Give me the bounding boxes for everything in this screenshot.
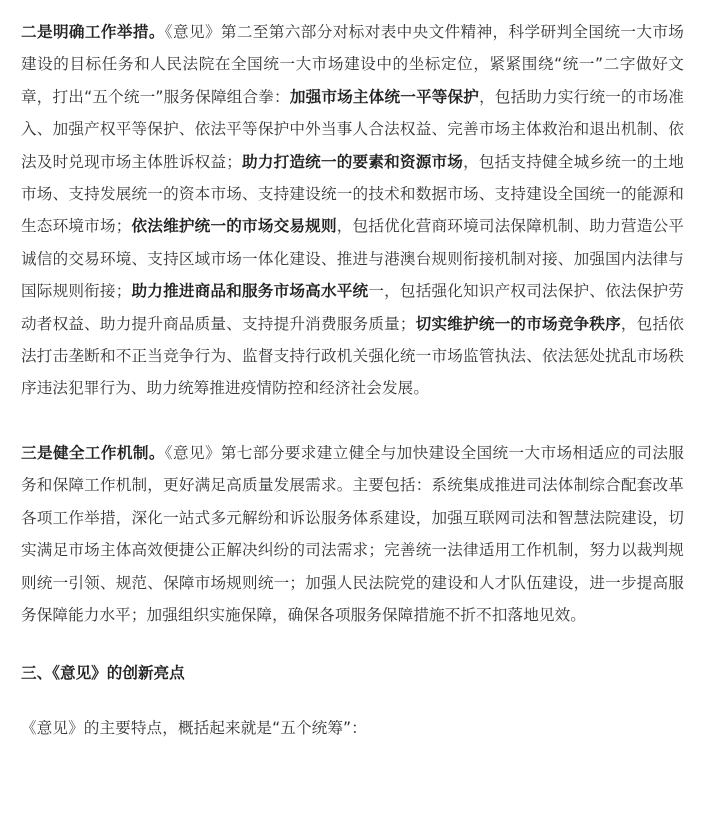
paragraph-intro: 《意见》的主要特点，概括起来就是“五个统筹”： [21,719,367,738]
emphasis-text: 切实维护统一的市场竞争秩序 [415,314,621,333]
emphasis-text: 依法维护统一的市场交易规则 [131,217,337,236]
body-text: ，包括优化营商环境司法保障机制、助力营造公平诚信的交易环境、支持区域市场一体化建设、推进与港澳台规则衔接机制对接、加强国内法律与国际规则衔接； [21,217,684,301]
body-text: ，包括助力实行统一的市场准入、加强产权平等保护、依法平等保护中外当事人合法权益、完善市场主体救治和退出机制、依法及时兑现市场主体胜诉权益； [21,87,684,171]
emphasis-text: 加强市场主体统一平等保护 [289,87,480,106]
section-heading: 三、《意见》的创新亮点 [21,664,185,683]
paragraph-work-measures [21,16,684,405]
paragraph-work-mechanism [21,437,684,631]
body-text: 《意见》第七部分要求建立健全与加快建设全国统一大市场相适应的司法服务和保障工作机制，更好满足高质量发展需求。主要包括：系统集成推进司法体制综合配套改革各项工作举措，深化一站式多元解纷和诉讼服务体系建设，加强互联网司法和智慧法院建设，切实满足市场主体高效便捷公正解决纠纷的司法需求；完善统一法律适用工作机制，努力以裁判规则统一引领、规范、保障市场规则统一；加强人民法院党的建设和人才队伍建设，进一步提高服务保障能力水平；加强组织实施保障，确保各项服务保障措施不折不扣落地见效。 [21,443,684,624]
body-text: ，包括支持健全城乡统一的土地市场、支持发展统一的资本市场、支持建设统一的技术和数据市场、支持建设全国统一的能源和生态环境市场； [21,152,684,236]
body-text: 《意见》第二至第六部分对标对表中央文件精神，科学研判全国统一大市场建设的目标任务和人民法院在全国统一大市场建设中的坐标定位，紧紧围绕“统一”二字做好文章，打出“五个统一”服务保障组合拳： [21,23,684,106]
body-text: ，包括依法打击垄断和不正当竞争行为、监督支持行政机关强化统一市场监管执法、依法惩处扰乱市场秩序违法犯罪行为、助力统筹推进疫情防控和经济社会发展。 [21,314,684,398]
emphasis-text: 三是健全工作机制。 [21,443,165,462]
body-text: 一，包括强化知识产权司法保护、依法保护劳动者权益、助力提升商品质量、支持提升消费服务质量； [21,282,684,333]
emphasis-text: 助力推进商品和服务市场高水平统 [131,282,369,301]
emphasis-text: 二是明确工作举措。 [21,23,165,41]
emphasis-text: 助力打造统一的要素和资源市场 [241,152,464,171]
